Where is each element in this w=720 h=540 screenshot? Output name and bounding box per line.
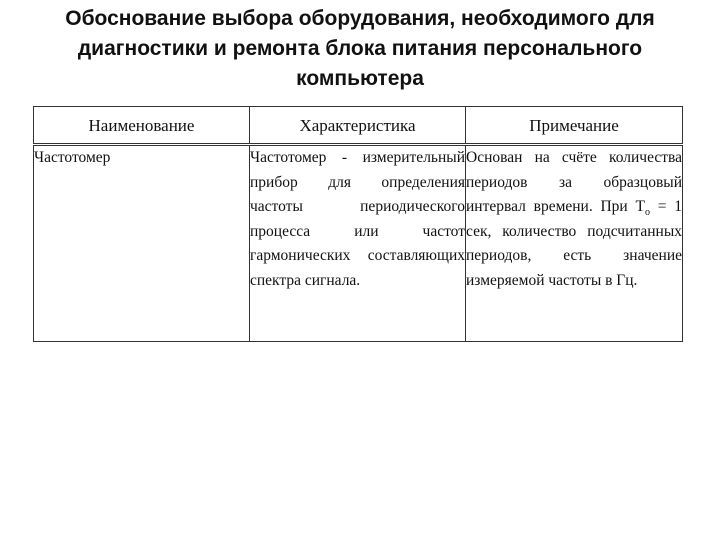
page-title: Обоснование выбора оборудования, необходимого для диагностики и ремонта блока питания персонального компьютера	[65, 7, 655, 90]
column-header-characteristic: Характеристика	[250, 107, 466, 145]
table-row	[34, 145, 683, 342]
cell-characteristic: Частотомер - измерительный прибор для определения частоты периодического процесса или частот гармонических составляющих спектра сигнала.	[250, 145, 466, 342]
column-header-name: Наименование	[34, 107, 250, 145]
column-header-note: Примечание	[466, 107, 683, 145]
note-text-start: Основан на счёте количества периодов за образцовый интервал времени. При T	[466, 149, 682, 215]
note-text-end: = 1 сек, количество подсчитанных периодов, есть значение измеряемой частоты в Гц.	[466, 198, 682, 289]
table-header-row	[34, 107, 683, 145]
cell-name: Частотомер	[34, 145, 250, 342]
note-subscript: o	[644, 207, 650, 219]
equipment-table	[33, 106, 683, 342]
cell-note	[466, 145, 683, 342]
